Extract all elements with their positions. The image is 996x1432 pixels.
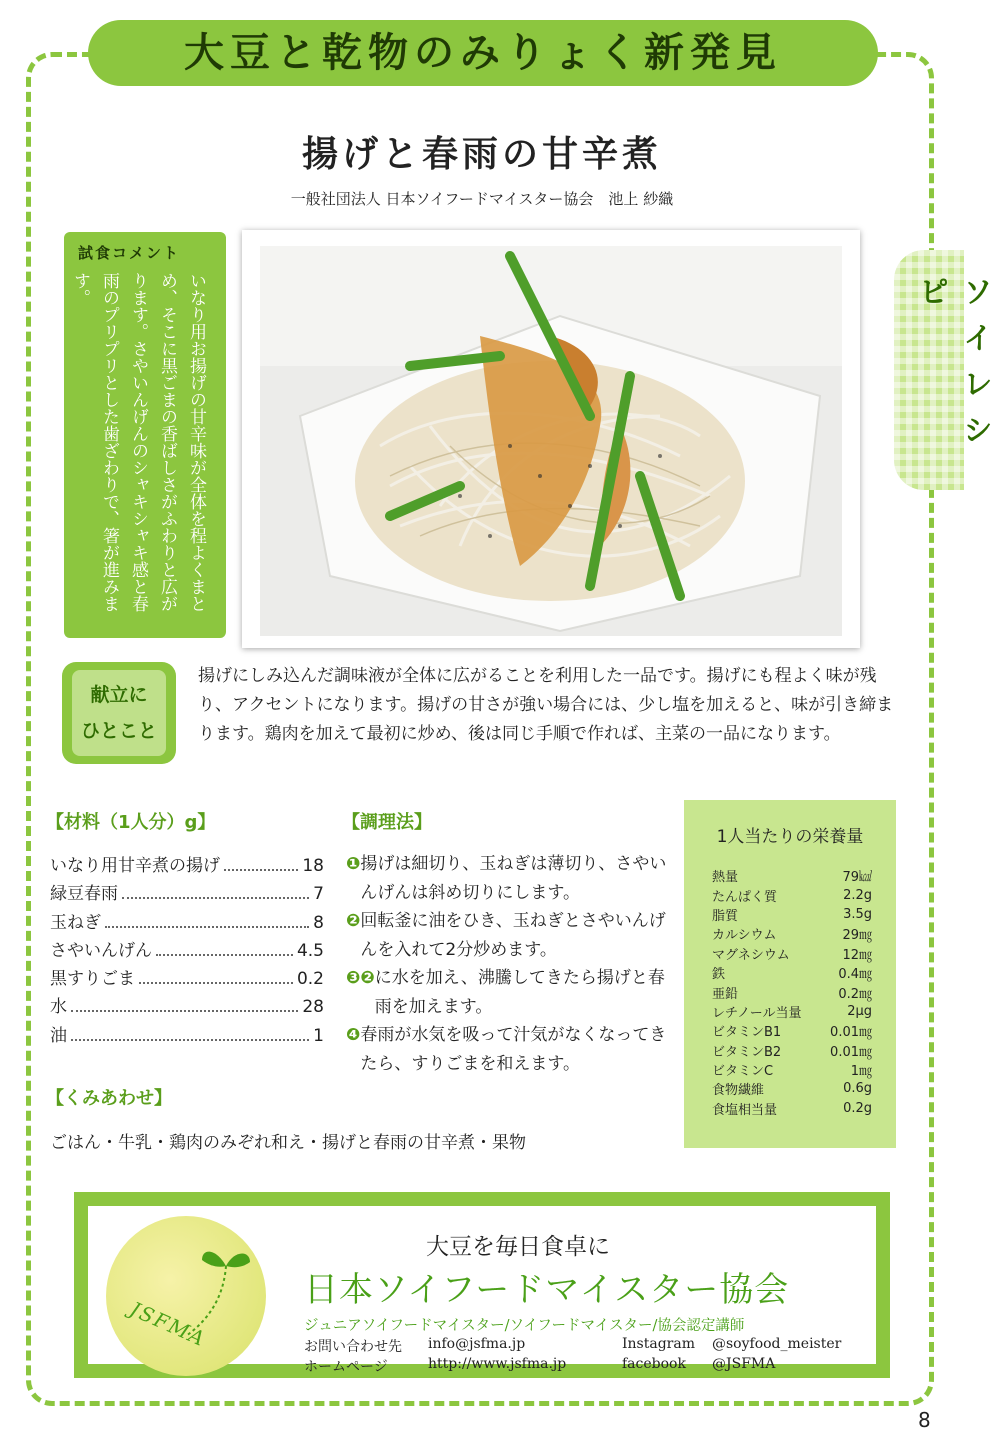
nutrition-row — [712, 924, 872, 943]
nutrient-value: 2.2g — [843, 887, 872, 903]
nutrient-name: 食塩相当量 — [712, 1102, 778, 1118]
ingredient-amount: 4.5 — [296, 940, 324, 961]
nutrition-box — [684, 800, 896, 1148]
nutrient-value: 0.2g — [843, 1100, 872, 1116]
leader-dots — [224, 869, 298, 871]
dish-photo-frame — [242, 230, 860, 648]
homepage-link[interactable]: http://www.jsfma.jp — [428, 1356, 567, 1372]
nutrient-value: 0.2㎎ — [838, 986, 872, 1002]
facebook-handle[interactable]: @JSFMA — [712, 1356, 776, 1372]
leader-dots — [71, 1039, 309, 1041]
contact-email[interactable]: info@jsfma.jp — [428, 1336, 526, 1352]
header-title: 大豆と乾物のみりょく新発見 — [184, 30, 782, 76]
recipe-title: 揚げと春雨の甘辛煮 — [301, 133, 662, 175]
contact-label: お問い合わせ先 — [304, 1339, 402, 1355]
header-banner — [88, 12, 888, 92]
nutrient-name: カルシウム — [712, 928, 777, 944]
ingredient-name: いなり用甘辛煮の揚げ — [50, 856, 220, 876]
step-number: ❹ — [346, 1025, 361, 1045]
nutrient-name: ビタミンB1 — [712, 1025, 782, 1041]
nutrient-name: 熱量 — [712, 870, 739, 886]
homepage-label: ホームページ — [304, 1359, 388, 1375]
ingredient-row — [50, 880, 324, 908]
step-text: 回転釜に油をひき、玉ねぎとさやいんげんを入れて2分炒めます。 — [360, 911, 666, 960]
instagram-handle[interactable]: @soyfood_meister — [712, 1336, 842, 1352]
nutrition-row — [712, 1060, 872, 1079]
kumiawase-text: ごはん・牛乳・鶏肉のみぞれ和え・揚げと春雨の甘辛煮・果物 — [50, 1133, 526, 1153]
ingredients-list — [50, 852, 324, 1050]
tasting-comment-body: いなり用お揚げの甘辛味が全体を程よくまとめ、そこに黒ごまの香ばしさがふわりと広がります。さやいんげんのシャキシャキ感と春雨のプリプリとした歯ざわりで、箸が進みます。 — [70, 272, 206, 612]
method-steps — [346, 850, 674, 1078]
kondate-badge-line2: ひとこと — [80, 720, 157, 742]
ingredient-name: さやいんげん — [50, 940, 152, 961]
method-heading: 【調理法】 — [342, 812, 432, 833]
ingredient-row — [50, 993, 324, 1021]
facebook-label: facebook — [622, 1356, 686, 1372]
ingredients-heading: 【材料（1人分）g】 — [46, 812, 216, 833]
nutrient-name: 亜鉛 — [712, 986, 739, 1002]
banner-slogan: 大豆を毎日食卓に — [426, 1234, 610, 1260]
method-step — [346, 964, 674, 1021]
banner-qualifications: ジュニアソイフードマイスター/ソイフードマイスター/協会認定講師 — [304, 1318, 745, 1334]
nutrition-row — [712, 1021, 872, 1040]
dish-photo-illustration — [260, 246, 842, 636]
ingredient-name: 黒すりごま — [50, 969, 135, 990]
ingredient-row — [50, 852, 324, 880]
nutrition-row — [712, 905, 872, 924]
nutrition-row — [712, 1099, 872, 1118]
nutrient-name: ビタミンC — [712, 1064, 774, 1080]
nutrition-row — [712, 1041, 872, 1060]
nutrient-name: 脂質 — [712, 908, 739, 924]
step-text: に水を加え、沸騰してきたら揚げと春雨を加えます。 — [374, 968, 665, 1017]
ingredient-row — [50, 937, 324, 965]
jsfma-logo — [106, 1216, 266, 1376]
nutrition-row — [712, 885, 872, 904]
nutrient-name: レチノール当量 — [712, 1005, 802, 1021]
method-step — [346, 907, 674, 964]
step-text: 揚げは細切り、玉ねぎは薄切り、さやいんげんは斜め切りにします。 — [360, 854, 667, 903]
association-banner-inner — [88, 1206, 876, 1375]
nutrition-row — [712, 1079, 872, 1098]
ingredient-amount: 8 — [313, 912, 324, 933]
nutrient-name: ビタミンB2 — [712, 1044, 782, 1060]
banner-org-name: 日本ソイフードマイスター協会 — [304, 1270, 790, 1310]
nutrient-value: 0.01㎎ — [830, 1044, 872, 1060]
nutrient-name: 鉄 — [712, 967, 726, 983]
nutrient-value: 29㎎ — [842, 928, 872, 944]
kondate-text: 揚げにしみ込んだ調味液が全体に広がることを利用した一品です。揚げにも程よく味が残り、アクセントになります。揚げの甘さが強い場合には、少し塩を加えると、味が引き締まります。鶏肉を加えて最初に炒め、後は同じ手順で作れば、主菜の一品になります。 — [198, 666, 894, 744]
step-text: 春雨が水気を吸って汁気がなくなってきたら、すりごまを和えます。 — [360, 1025, 667, 1074]
nutrition-title: 1人当たりの栄養量 — [716, 827, 864, 847]
nutrition-row — [712, 944, 872, 963]
step-number: ❶ — [346, 854, 361, 874]
ingredient-row — [50, 1022, 324, 1050]
kondate-badge-line1: 献立に — [90, 684, 148, 706]
ingredient-name: 玉ねぎ — [50, 912, 101, 933]
leader-dots — [71, 1010, 298, 1012]
side-tab — [894, 250, 992, 490]
nutrient-value: 0.6g — [843, 1081, 872, 1097]
ingredient-amount: 0.2 — [296, 969, 324, 990]
step-number: ❷ — [346, 911, 361, 931]
jsfma-logo-text: JSFMA — [126, 1296, 210, 1352]
ingredient-amount: 18 — [302, 856, 324, 876]
nutrient-value: 2μg — [847, 1003, 872, 1019]
method-step — [346, 1021, 674, 1078]
tasting-comment-title: 試食コメント — [78, 244, 181, 262]
ingredient-amount: 28 — [302, 997, 324, 1018]
nutrient-value: 0.4㎎ — [838, 967, 872, 983]
step-number: ❸❷ — [346, 968, 375, 988]
nutrient-value: 79㎉ — [842, 870, 872, 886]
ingredient-amount: 7 — [313, 884, 324, 905]
nutrition-row — [712, 963, 872, 982]
nutrient-name: 食物繊維 — [712, 1083, 765, 1099]
nutrient-value: 1㎎ — [850, 1064, 872, 1080]
ingredient-name: 水 — [50, 997, 67, 1018]
nutrient-value: 12㎎ — [842, 947, 872, 963]
ingredient-row — [50, 909, 324, 937]
recipe-author: 一般社団法人 日本ソイフードマイスター協会 池上 紗織 — [290, 190, 674, 208]
nutrition-row — [712, 1002, 872, 1021]
nutrition-row — [712, 866, 872, 885]
kondate-badge-inner — [72, 670, 166, 756]
kumiawase-heading: 【くみあわせ】 — [46, 1088, 172, 1109]
page-number: 8 — [918, 1408, 931, 1432]
leader-dots — [122, 897, 309, 899]
ingredient-name: 緑豆春雨 — [50, 884, 118, 905]
nutrition-table — [712, 866, 872, 1118]
leader-dots — [156, 954, 293, 956]
kondate-badge — [62, 662, 176, 764]
nutrient-value: 3.5g — [843, 906, 872, 922]
side-tab-label: ソイレシピ — [913, 276, 992, 460]
leader-dots — [139, 982, 293, 984]
instagram-label: Instagram — [622, 1336, 695, 1352]
method-step — [346, 850, 674, 907]
nutrient-name: マグネシウム — [712, 947, 790, 963]
nutrient-name: たんぱく質 — [712, 889, 778, 905]
leader-dots — [105, 926, 309, 928]
ingredient-row — [50, 965, 324, 993]
ingredient-amount: 1 — [313, 1025, 324, 1046]
nutrition-row — [712, 982, 872, 1001]
tasting-comment-box — [64, 232, 226, 638]
dish-photo — [260, 246, 842, 636]
sprout-icon — [106, 1216, 266, 1376]
ingredient-name: 油 — [50, 1025, 67, 1046]
nutrient-value: 0.01㎎ — [830, 1025, 872, 1041]
association-banner — [74, 1192, 890, 1378]
